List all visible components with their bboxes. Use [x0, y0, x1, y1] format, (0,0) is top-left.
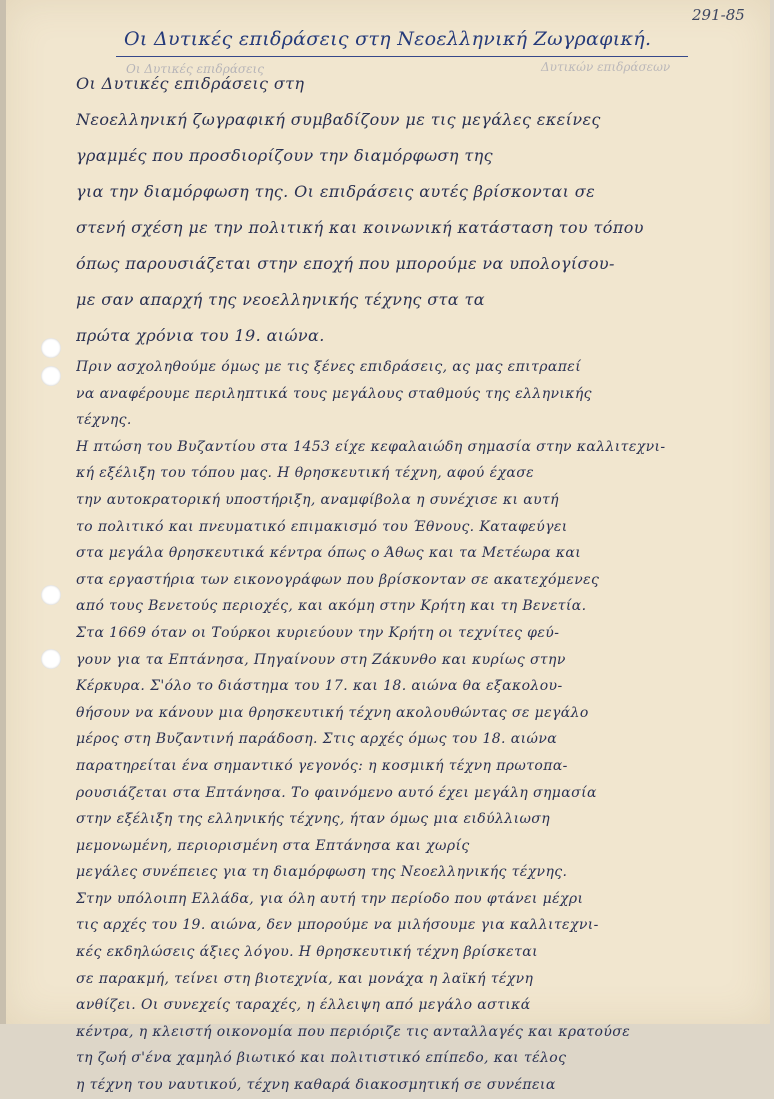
text-line: πρώτα χρόνια του 19. αιώνα. — [76, 326, 325, 345]
text-line: Οι Δυτικές επιδράσεις στη — [76, 74, 305, 93]
text-line: Κέρκυρα. Σ'όλο το διάστημα του 17. και 18. αιώνα θα εξακολου- — [76, 678, 563, 695]
text-line: Πριν ασχοληθούμε όμως με τις ξένες επιδράσεις, ας μας επιτραπεί — [76, 359, 582, 375]
text-line: μεμονωμένη, περιορισμένη στα Επτάνησα και χωρίς — [76, 837, 470, 854]
faint-note: Οι Δυτικές επιδράσεις — [126, 62, 264, 76]
text-line: τις αρχές του 19. αιώνα, δεν μπορούμε να μιλήσουμε για καλλιτεχνι- — [76, 917, 599, 934]
text-line: στενή σχέση με την πολιτική και κοινωνική κατάσταση του τόπου — [76, 218, 644, 237]
text-line: μέρος στη Βυζαντινή παράδοση. Στις αρχές όμως του 18. αιώνα — [76, 731, 558, 748]
text-line: η τέχνη του ναυτικού, τέχνη καθαρά διακοσμητική σε συνέπεια — [76, 1077, 556, 1094]
text-line: όπως παρουσιάζεται στην εποχή που μπορούμε να υπολογίσου- — [76, 254, 615, 273]
punch-hole — [41, 585, 61, 605]
punch-hole — [41, 366, 61, 386]
text-line: γραμμές που προσδιορίζουν την διαμόρφωση της — [76, 146, 493, 165]
text-line: παρατηρείται ένα σημαντικό γεγονός: η κοσμική τέχνη πρωτοπα- — [76, 757, 568, 774]
title-underline — [116, 56, 688, 57]
text-line: Στην υπόλοιπη Ελλάδα, για όλη αυτή την περίοδο που φτάνει μέχρι — [76, 890, 584, 907]
faint-note: Δυτικών επιδράσεων — [541, 60, 671, 74]
text-line: τη ζωή σ'ένα χαμηλό βιωτικό και πολιτιστικό επίπεδο, και τέλος — [76, 1050, 567, 1067]
text-line: με σαν απαρχή της νεοελληνικής τέχνης στα τα — [76, 290, 485, 309]
text-line: σε παρακμή, τείνει στη βιοτεχνία, και μονάχα η λαϊκή τέχνη — [76, 970, 534, 987]
page-number: 291-85 — [692, 6, 745, 24]
text-line: κή εξέλιξη του τόπου μας. Η θρησκευτική τέχνη, αφού έχασε — [76, 465, 535, 482]
text-line: γουν για τα Επτάνησα, Πηγαίνουν στη Ζάκυνθο και κυρίως στην — [76, 651, 566, 668]
text-line: ρουσιάζεται στα Επτάνησα. Το φαινόμενο αυτό έχει μεγάλη σημασία — [76, 784, 597, 801]
text-line: μεγάλες συνέπειες για τη διαμόρφωση της Νεοελληνικής τέχνης. — [76, 864, 568, 881]
text-line: για την διαμόρφωση της. Οι επιδράσεις αυτές βρίσκονται σε — [76, 182, 596, 201]
text-line: από τους Βενετούς περιοχές, και ακόμη στην Κρήτη και τη Βενετία. — [76, 598, 587, 615]
document-title: Οι Δυτικές επιδράσεις στη Νεοελληνική Ζωγραφική. — [124, 28, 652, 50]
manuscript-page — [6, 0, 770, 1094]
text-line: στην εξέλιξη της ελληνικής τέχνης, ήταν όμως μια ειδύλλιωση — [76, 811, 551, 828]
text-line: ανθίζει. Οι συνεχείς ταραχές, η έλλειψη από μεγάλο αστικά — [76, 997, 531, 1014]
handwritten-body — [76, 66, 756, 1099]
text-line: Στα 1669 όταν οι Τούρκοι κυριεύουν την Κρήτη οι τεχνίτες φεύ- — [76, 624, 560, 641]
text-line: στα μεγάλα θρησκευτικά κέντρα όπως ο Άθως και τα Μετέωρα και — [76, 545, 582, 562]
text-line: την αυτοκρατορική υποστήριξη, αναμφίβολα η συνέχισε κι αυτή — [76, 491, 559, 508]
text-line: θήσουν να κάνουν μια θρησκευτική τέχνη ακολουθώντας σε μεγάλο — [76, 704, 589, 721]
text-line: κές εκδηλώσεις άξιες λόγου. Η θρησκευτική τέχνη βρίσκεται — [76, 944, 538, 961]
text-line: κέντρα, η κλειστή οικονομία που περιόριζε τις ανταλλαγές και κρατούσε — [76, 1023, 631, 1040]
text-line: στα εργαστήρια των εικονογράφων που βρίσκονταν σε ακατεχόμενες — [76, 571, 600, 588]
text-line: τέχνης. — [76, 412, 132, 429]
text-line: Η πτώση του Βυζαντίου στα 1453 είχε κεφαλαιώδη σημασία στην καλλιτεχνι- — [76, 438, 666, 455]
punch-hole — [41, 649, 61, 669]
text-line: να αναφέρουμε περιληπτικά τους μεγάλους σταθμούς της ελληνικής — [76, 385, 592, 402]
text-line: το πολιτικό και πνευματικό επιμακισμό του Έθνους. Καταφεύγει — [76, 518, 568, 535]
text-line: Νεοελληνική ζωγραφική συμβαδίζουν με τις μεγάλες εκείνες — [76, 110, 601, 129]
punch-hole — [41, 338, 61, 358]
